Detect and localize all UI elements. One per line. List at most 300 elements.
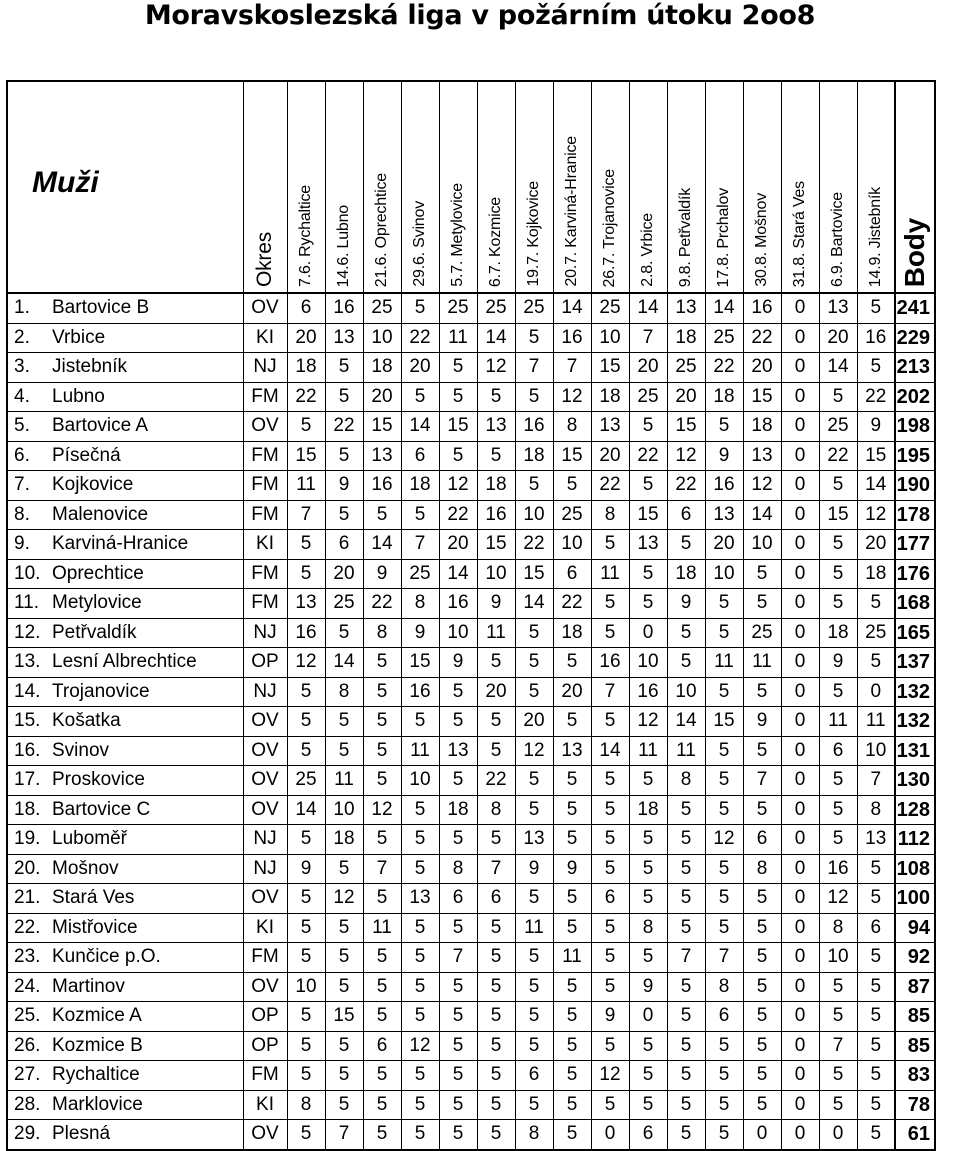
score-cell: 10 — [743, 530, 781, 560]
score-cell: 5 — [439, 707, 477, 737]
team-name-cell: Luboměř — [47, 825, 243, 855]
table-row — [7, 795, 935, 825]
score-cell: 14 — [477, 323, 515, 353]
score-cell: 5 — [363, 500, 401, 530]
round-header-cell — [515, 81, 553, 293]
score-cell: 16 — [553, 323, 591, 353]
score-cell: 5 — [743, 943, 781, 973]
score-cell: 16 — [363, 471, 401, 501]
score-cell: 5 — [477, 382, 515, 412]
score-cell: 8 — [515, 1120, 553, 1150]
score-cell: 22 — [819, 441, 857, 471]
score-cell: 20 — [477, 677, 515, 707]
score-cell: 25 — [439, 293, 477, 323]
score-cell: 12 — [743, 471, 781, 501]
rank-cell: 10. — [7, 559, 47, 589]
score-cell: 13 — [667, 293, 705, 323]
score-cell: 22 — [591, 471, 629, 501]
score-cell: 9 — [325, 471, 363, 501]
score-cell: 5 — [287, 913, 325, 943]
total-header-cell — [895, 81, 935, 293]
team-name-cell: Proskovice — [47, 766, 243, 796]
score-cell: 0 — [781, 648, 819, 678]
score-cell: 15 — [591, 353, 629, 383]
round-header-cell — [629, 81, 667, 293]
score-cell: 5 — [363, 648, 401, 678]
score-cell: 6 — [553, 559, 591, 589]
score-cell: 5 — [439, 1061, 477, 1091]
score-cell: 22 — [857, 382, 895, 412]
score-cell: 9 — [287, 854, 325, 884]
score-cell: 5 — [819, 1002, 857, 1032]
okres-cell: OV — [243, 884, 287, 914]
total-cell: 165 — [895, 618, 935, 648]
header-row — [7, 81, 935, 293]
score-cell: 10 — [629, 648, 667, 678]
score-cell: 5 — [287, 412, 325, 442]
round-header-cell — [363, 81, 401, 293]
score-cell: 11 — [705, 648, 743, 678]
score-cell: 10 — [819, 943, 857, 973]
score-cell: 5 — [553, 1090, 591, 1120]
score-cell: 20 — [287, 323, 325, 353]
okres-cell: FM — [243, 943, 287, 973]
rank-cell: 27. — [7, 1061, 47, 1091]
score-cell: 5 — [287, 825, 325, 855]
score-cell: 0 — [743, 1120, 781, 1150]
score-cell: 0 — [781, 589, 819, 619]
team-name-cell: Vrbice — [47, 323, 243, 353]
okres-cell: KI — [243, 323, 287, 353]
rank-cell: 14. — [7, 677, 47, 707]
score-cell: 14 — [325, 648, 363, 678]
score-cell: 0 — [819, 1120, 857, 1150]
score-cell: 5 — [667, 648, 705, 678]
score-cell: 12 — [819, 884, 857, 914]
score-cell: 12 — [363, 795, 401, 825]
score-cell: 14 — [819, 353, 857, 383]
table-row — [7, 530, 935, 560]
score-cell: 5 — [401, 854, 439, 884]
score-cell: 6 — [477, 884, 515, 914]
round-header-cell — [591, 81, 629, 293]
score-cell: 5 — [515, 677, 553, 707]
score-cell: 5 — [857, 1061, 895, 1091]
score-cell: 5 — [705, 736, 743, 766]
score-cell: 5 — [667, 972, 705, 1002]
score-cell: 9 — [743, 707, 781, 737]
total-cell: 195 — [895, 441, 935, 471]
okres-cell: NJ — [243, 353, 287, 383]
total-cell: 176 — [895, 559, 935, 589]
score-cell: 5 — [363, 1061, 401, 1091]
score-cell: 16 — [325, 293, 363, 323]
total-cell: 130 — [895, 766, 935, 796]
score-cell: 0 — [781, 1002, 819, 1032]
score-cell: 5 — [287, 559, 325, 589]
score-cell: 11 — [591, 559, 629, 589]
score-cell: 5 — [287, 1002, 325, 1032]
score-cell: 8 — [667, 766, 705, 796]
score-cell: 5 — [553, 471, 591, 501]
score-cell: 16 — [857, 323, 895, 353]
total-cell: 213 — [895, 353, 935, 383]
score-cell: 5 — [401, 500, 439, 530]
score-cell: 18 — [857, 559, 895, 589]
round-header-cell — [553, 81, 591, 293]
team-name-cell: Trojanovice — [47, 677, 243, 707]
round-header: 31.8. Stará Ves — [791, 180, 808, 287]
rank-cell: 6. — [7, 441, 47, 471]
score-cell: 5 — [515, 323, 553, 353]
table-row — [7, 825, 935, 855]
score-cell: 12 — [629, 707, 667, 737]
score-cell: 25 — [401, 559, 439, 589]
score-cell: 18 — [705, 382, 743, 412]
score-cell: 13 — [591, 412, 629, 442]
rank-cell: 8. — [7, 500, 47, 530]
score-cell: 20 — [515, 707, 553, 737]
score-cell: 5 — [667, 530, 705, 560]
score-cell: 9 — [819, 648, 857, 678]
score-cell: 5 — [363, 677, 401, 707]
score-cell: 5 — [325, 1090, 363, 1120]
okres-cell: FM — [243, 441, 287, 471]
score-cell: 6 — [439, 884, 477, 914]
score-cell: 5 — [287, 1120, 325, 1150]
round-header: 20.7. Karviná-Hranice — [563, 136, 580, 287]
team-name-cell: Lubno — [47, 382, 243, 412]
score-cell: 5 — [363, 736, 401, 766]
score-cell: 0 — [781, 471, 819, 501]
score-cell: 8 — [705, 972, 743, 1002]
score-cell: 5 — [477, 972, 515, 1002]
score-cell: 5 — [591, 795, 629, 825]
score-cell: 18 — [477, 471, 515, 501]
score-cell: 11 — [667, 736, 705, 766]
score-cell: 5 — [287, 677, 325, 707]
total-cell: 92 — [895, 943, 935, 973]
total-cell: 190 — [895, 471, 935, 501]
score-cell: 5 — [743, 884, 781, 914]
okres-cell: OV — [243, 412, 287, 442]
okres-cell: OV — [243, 972, 287, 1002]
score-cell: 7 — [819, 1031, 857, 1061]
score-cell: 10 — [705, 559, 743, 589]
total-cell: 100 — [895, 884, 935, 914]
group-label-cell — [7, 81, 243, 293]
score-cell: 5 — [287, 736, 325, 766]
score-cell: 5 — [439, 825, 477, 855]
team-name-cell: Jistebník — [47, 353, 243, 383]
score-cell: 5 — [477, 1120, 515, 1150]
score-cell: 22 — [515, 530, 553, 560]
score-cell: 20 — [667, 382, 705, 412]
okres-cell: OV — [243, 707, 287, 737]
score-cell: 9 — [401, 618, 439, 648]
score-cell: 5 — [743, 913, 781, 943]
score-cell: 5 — [629, 943, 667, 973]
score-cell: 9 — [439, 648, 477, 678]
score-cell: 0 — [781, 1061, 819, 1091]
score-cell: 5 — [705, 1061, 743, 1091]
score-cell: 15 — [287, 441, 325, 471]
team-name-cell: Marklovice — [47, 1090, 243, 1120]
score-cell: 22 — [477, 766, 515, 796]
score-cell: 13 — [325, 323, 363, 353]
table-row — [7, 1002, 935, 1032]
score-cell: 5 — [743, 795, 781, 825]
score-cell: 22 — [363, 589, 401, 619]
total-cell: 87 — [895, 972, 935, 1002]
score-cell: 5 — [553, 1061, 591, 1091]
table-row — [7, 323, 935, 353]
score-cell: 5 — [857, 1031, 895, 1061]
score-cell: 5 — [553, 1120, 591, 1150]
score-cell: 0 — [629, 1002, 667, 1032]
round-header: 6.9. Bartovice — [829, 191, 846, 287]
score-cell: 25 — [477, 293, 515, 323]
table-row — [7, 382, 935, 412]
score-cell: 5 — [819, 1061, 857, 1091]
round-header: 5.7. Metylovice — [449, 183, 466, 287]
table-row — [7, 618, 935, 648]
score-cell: 5 — [743, 1061, 781, 1091]
rank-cell: 29. — [7, 1120, 47, 1150]
page-title: Moravskoslezská liga v požárním útoku 2oo8 — [144, 0, 816, 31]
score-cell: 13 — [515, 825, 553, 855]
score-cell: 16 — [705, 471, 743, 501]
score-cell: 15 — [439, 412, 477, 442]
score-cell: 5 — [325, 736, 363, 766]
score-cell: 0 — [781, 825, 819, 855]
score-cell: 11 — [553, 943, 591, 973]
score-cell: 5 — [439, 1090, 477, 1120]
team-name-cell: Martinov — [47, 972, 243, 1002]
total-header: Body — [899, 217, 930, 287]
score-cell: 6 — [857, 913, 895, 943]
score-cell: 12 — [287, 648, 325, 678]
total-cell: 132 — [895, 677, 935, 707]
round-header: 14.9. Jistebník — [866, 186, 884, 287]
score-cell: 0 — [629, 618, 667, 648]
score-cell: 5 — [477, 707, 515, 737]
score-cell: 22 — [325, 412, 363, 442]
score-cell: 8 — [325, 677, 363, 707]
score-cell: 5 — [439, 1031, 477, 1061]
total-cell: 229 — [895, 323, 935, 353]
score-cell: 18 — [629, 795, 667, 825]
table-row — [7, 353, 935, 383]
score-cell: 5 — [325, 1031, 363, 1061]
score-cell: 25 — [591, 293, 629, 323]
score-cell: 5 — [819, 471, 857, 501]
score-cell: 22 — [553, 589, 591, 619]
score-cell: 25 — [667, 353, 705, 383]
score-cell: 0 — [781, 323, 819, 353]
total-cell: 128 — [895, 795, 935, 825]
score-cell: 5 — [705, 884, 743, 914]
rank-cell: 11. — [7, 589, 47, 619]
score-cell: 5 — [857, 589, 895, 619]
score-cell: 0 — [781, 1090, 819, 1120]
score-cell: 13 — [553, 736, 591, 766]
score-cell: 10 — [363, 323, 401, 353]
score-cell: 5 — [325, 353, 363, 383]
score-cell: 9 — [363, 559, 401, 589]
okres-cell: NJ — [243, 618, 287, 648]
score-cell: 5 — [553, 1031, 591, 1061]
score-cell: 5 — [667, 854, 705, 884]
team-name-cell: Bartovice A — [47, 412, 243, 442]
score-cell: 8 — [401, 589, 439, 619]
score-cell: 12 — [553, 382, 591, 412]
score-cell: 5 — [591, 530, 629, 560]
score-cell: 5 — [819, 795, 857, 825]
team-name-cell: Petřvaldík — [47, 618, 243, 648]
score-cell: 0 — [781, 736, 819, 766]
score-cell: 5 — [325, 1061, 363, 1091]
total-cell: 198 — [895, 412, 935, 442]
results-table — [6, 80, 936, 1151]
rank-cell: 26. — [7, 1031, 47, 1061]
table-row — [7, 412, 935, 442]
score-cell: 15 — [857, 441, 895, 471]
score-cell: 5 — [553, 707, 591, 737]
table-row — [7, 766, 935, 796]
rank-cell: 5. — [7, 412, 47, 442]
score-cell: 5 — [629, 766, 667, 796]
score-cell: 8 — [591, 500, 629, 530]
score-cell: 22 — [287, 382, 325, 412]
okres-cell: OP — [243, 1031, 287, 1061]
score-cell: 7 — [743, 766, 781, 796]
team-name-cell: Kojkovice — [47, 471, 243, 501]
score-cell: 22 — [743, 323, 781, 353]
score-cell: 7 — [363, 854, 401, 884]
score-cell: 25 — [287, 766, 325, 796]
group-label: Muži — [32, 166, 99, 199]
rank-cell: 1. — [7, 293, 47, 323]
score-cell: 5 — [363, 1120, 401, 1150]
okres-cell: FM — [243, 559, 287, 589]
total-cell: 108 — [895, 854, 935, 884]
score-cell: 5 — [705, 618, 743, 648]
score-cell: 9 — [705, 441, 743, 471]
score-cell: 5 — [439, 1120, 477, 1150]
rank-cell: 19. — [7, 825, 47, 855]
team-name-cell: Oprechtice — [47, 559, 243, 589]
score-cell: 5 — [553, 795, 591, 825]
score-cell: 5 — [629, 589, 667, 619]
score-cell: 8 — [743, 854, 781, 884]
rank-cell: 15. — [7, 707, 47, 737]
score-cell: 7 — [553, 353, 591, 383]
score-cell: 5 — [819, 559, 857, 589]
score-cell: 11 — [629, 736, 667, 766]
score-cell: 8 — [439, 854, 477, 884]
total-cell: 168 — [895, 589, 935, 619]
score-cell: 5 — [515, 618, 553, 648]
score-cell: 5 — [857, 943, 895, 973]
score-cell: 10 — [553, 530, 591, 560]
table-row — [7, 854, 935, 884]
score-cell: 5 — [363, 943, 401, 973]
score-cell: 16 — [287, 618, 325, 648]
score-cell: 0 — [781, 353, 819, 383]
score-cell: 6 — [325, 530, 363, 560]
score-cell: 5 — [591, 589, 629, 619]
score-cell: 5 — [743, 1090, 781, 1120]
score-cell: 0 — [781, 441, 819, 471]
score-cell: 13 — [629, 530, 667, 560]
score-cell: 11 — [439, 323, 477, 353]
score-cell: 5 — [667, 825, 705, 855]
score-cell: 8 — [287, 1090, 325, 1120]
score-cell: 5 — [819, 972, 857, 1002]
score-cell: 14 — [363, 530, 401, 560]
score-cell: 5 — [515, 382, 553, 412]
score-cell: 5 — [857, 293, 895, 323]
table-row — [7, 707, 935, 737]
table-row — [7, 471, 935, 501]
score-cell: 15 — [325, 1002, 363, 1032]
score-cell: 5 — [515, 1031, 553, 1061]
score-cell: 5 — [743, 559, 781, 589]
score-cell: 5 — [857, 648, 895, 678]
okres-cell: OV — [243, 1120, 287, 1150]
score-cell: 18 — [591, 382, 629, 412]
score-cell: 5 — [477, 1090, 515, 1120]
table-row — [7, 589, 935, 619]
score-cell: 8 — [819, 913, 857, 943]
score-cell: 15 — [819, 500, 857, 530]
score-cell: 13 — [743, 441, 781, 471]
score-cell: 5 — [477, 943, 515, 973]
table-row — [7, 648, 935, 678]
score-cell: 0 — [781, 382, 819, 412]
score-cell: 7 — [591, 677, 629, 707]
score-cell: 5 — [287, 943, 325, 973]
okres-cell: NJ — [243, 677, 287, 707]
round-header: 26.7. Trojanovice — [601, 168, 618, 287]
total-cell: 177 — [895, 530, 935, 560]
score-cell: 5 — [553, 884, 591, 914]
score-cell: 5 — [287, 707, 325, 737]
rank-cell: 4. — [7, 382, 47, 412]
score-cell: 10 — [439, 618, 477, 648]
score-cell: 12 — [667, 441, 705, 471]
okres-cell: OP — [243, 1002, 287, 1032]
score-cell: 5 — [515, 1090, 553, 1120]
score-cell: 13 — [819, 293, 857, 323]
score-cell: 18 — [819, 618, 857, 648]
score-cell: 5 — [667, 1031, 705, 1061]
score-cell: 5 — [325, 707, 363, 737]
score-cell: 5 — [515, 884, 553, 914]
score-cell: 5 — [325, 618, 363, 648]
score-cell: 11 — [401, 736, 439, 766]
score-cell: 5 — [401, 1002, 439, 1032]
score-cell: 16 — [819, 854, 857, 884]
score-cell: 0 — [591, 1120, 629, 1150]
score-cell: 18 — [553, 618, 591, 648]
score-cell: 5 — [553, 972, 591, 1002]
score-cell: 5 — [325, 500, 363, 530]
okres-cell: OV — [243, 795, 287, 825]
score-cell: 13 — [477, 412, 515, 442]
score-cell: 11 — [515, 913, 553, 943]
